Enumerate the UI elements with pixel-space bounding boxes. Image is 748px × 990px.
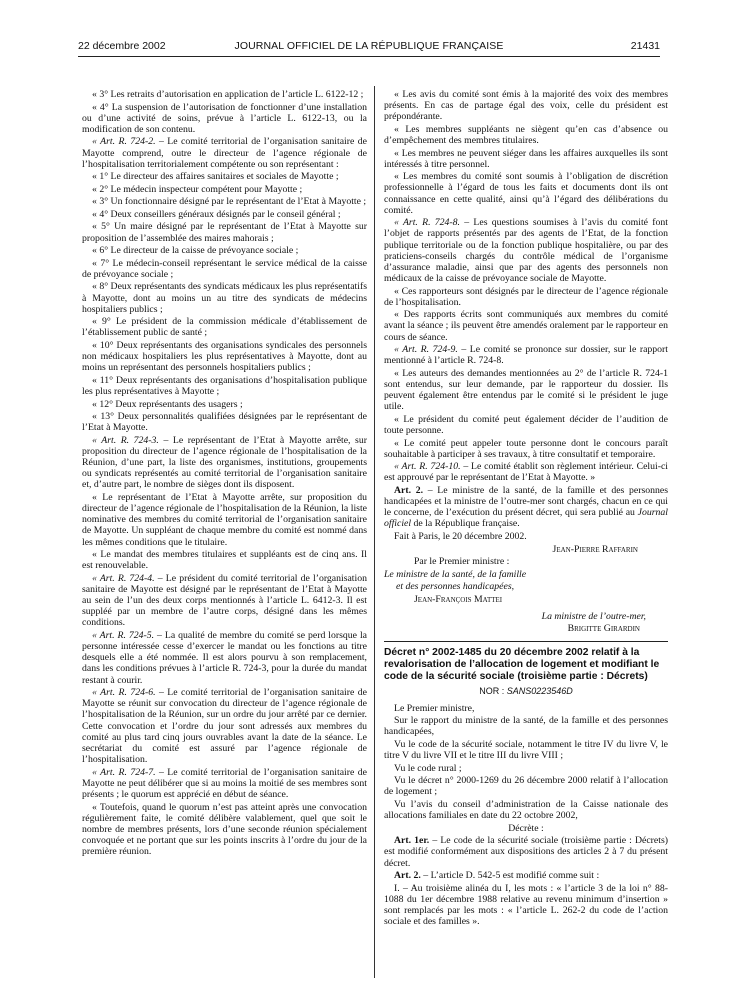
article-paragraph <box>82 687 367 765</box>
article-ref: « Art. R. 724-9. <box>394 344 458 356</box>
article-paragraph <box>384 217 668 284</box>
article-ref: « Art. R. 724-2. <box>92 136 156 148</box>
paragraph: Vu l’avis du conseil d’administration de la Caisse nationale des allocations familiales en date du 22 octobre 2002, <box>384 798 668 822</box>
list-item: « 3° Un fonctionnaire désigné par le représentant de l’Etat à Mayotte ; <box>92 196 367 208</box>
article-ref: « Art. R. 724-6. <box>92 687 156 699</box>
signatory-pm <box>384 544 668 555</box>
paragraph: « Le président du comité peut également décider de l’audition de toute personne. <box>384 413 668 437</box>
paragraph: « Les membres suppléants ne siègent qu’en cas d’absence ou d’empêchement des membres titulaires. <box>384 123 668 147</box>
signatory-name: Jean-Pierre Raffarin <box>552 543 638 555</box>
article-2 <box>384 485 668 530</box>
signatory-minister <box>384 594 668 605</box>
nor-reference <box>384 686 668 697</box>
article-text: – Le comité se prononce sur dossier, sur le rapport mentionné à l’article R. 724-8. <box>384 344 668 367</box>
par-line: Par le Premier ministre : <box>414 556 510 568</box>
left-column <box>82 89 367 859</box>
journal-officiel-ref: Journal officiel <box>384 507 668 530</box>
article-text: – Le comité établit son règlement intérieur. Celui-ci est approuvé par le représentant de l’Etat à Mayotte. » <box>384 461 668 484</box>
article-paragraph <box>82 630 367 686</box>
paragraph: Sur le rapport du ministre de la santé, de la famille et des personnes handicapées, <box>384 715 668 738</box>
list-item: « 2° Le médecin inspecteur compétent pour Mayotte ; <box>92 183 303 195</box>
page-number: 21431 <box>630 40 660 52</box>
article-ref: « Art. R. 724-10. <box>394 461 461 473</box>
article-ref: « Art. R. 724-3. <box>92 434 159 446</box>
article-text: – Le code de la sécurité sociale (troisième partie : Décrets) est modifié conformément aux dispositions des articles 2 à 7 du présent décret. <box>384 835 668 869</box>
article-paragraph <box>384 461 668 483</box>
journal-title: JOURNAL OFFICIEL DE LA RÉPUBLIQUE FRANÇAISE <box>234 40 504 52</box>
paragraph: « Le mandat des membres titulaires et suppléants est de cinq ans. Il est renouvelable. <box>82 549 367 572</box>
article-paragraph <box>384 344 668 366</box>
paragraph: « Le représentant de l’Etat à Mayotte arrête, sur proposition du directeur de l’agence régionale de l’hospitalisation de la Réunion, la liste nominative des membres du comité territorial de l’organisation sanitaire de Mayotte. Un suppléant de chaque membre du comité est nommé dans les mêmes conditions que le titulaire. <box>82 491 367 548</box>
signatory-name: Brigitte Girardin <box>567 623 640 635</box>
article-text: – La qualité de membre du comité se perd lorsque la personne intéressée cesse d’exercer le mandat ou les fonctions au titre desquels elle a été nommée. Il est alors pourvu à son remplacement, dans les conditions prévues à l’article R. 724-3, pour la durée du mandat restant à courir. <box>82 630 367 686</box>
page-header <box>78 38 660 54</box>
list-item: « 10° Deux représentants des organisations syndicales des personnels non médicaux hospitaliers les plus représentatives à Mayotte, dont au moins un représentant des personnels hospitaliers publics ; <box>82 339 367 374</box>
list-item: « 9° Le président de la commission médicale d’établissement de l’établissement public de santé ; <box>82 316 367 339</box>
paragraph: « Le comité peut appeler toute personne dont le concours paraît souhaitable à participer à ses travaux, à titre consultatif et temporaire. <box>384 437 668 460</box>
article-text: – L’article D. 542-5 est modifié comme suit : <box>420 870 600 882</box>
list-item: « 13° Deux personnalités qualifiées désignées par le représentant de l’Etat à Mayotte. <box>82 411 367 434</box>
article-text-end: de la République française. <box>411 518 520 530</box>
header-rule <box>78 56 660 57</box>
paragraph: Vu le décret n° 2000-1269 du 26 décembre 2000 relatif à l’allocation de logement ; <box>384 775 668 798</box>
article-text: – Le représentant de l’Etat à Mayotte arrête, sur proposition du directeur de l’agence régionale de l’hospitalisation de la Réunion, d’une part, la liste des organismes, institutions, groupements ou syndicats représentés au comité territorial de l’organisation sanitaire et, d’autre part, le nombre de sièges dont ils disposent. <box>82 434 367 491</box>
article-ref: « Art. R. 724-4. <box>92 572 155 584</box>
decree-title: Décret n° 2002-1485 du 20 décembre 2002 relatif à la revalorisation de l’allocation de logement et modifiant le code de la sécurité sociale (troisième partie : Décrets) <box>384 646 660 682</box>
decrete-line: Décrète : <box>508 822 544 834</box>
paragraph: « Toutefois, quand le quorum n’est pas atteint après une convocation régulièrement faite, le comité délibère valablement, quel que soit le nombre de membres présents, lors d’une seconde réunion spécialement convoquée et ne portant que sur les points inscrits à l’ordre du jour de la première réunion. <box>82 801 367 858</box>
paragraph: « Les avis du comité sont émis à la majorité des voix des membres présents. En cas de partage égal des voix, celle du président est prépondérante. <box>384 89 668 123</box>
nor-value: SANS0223546D <box>506 685 573 696</box>
article-paragraph <box>82 573 367 629</box>
list-item: « 8° Deux représentants des syndicats médicaux les plus représentatifs à Mayotte, dont au moins un au titre des syndicats de médecins hospitaliers publics ; <box>82 281 367 315</box>
article-text: – Le comité territorial de l’organisation sanitaire de Mayotte comprend, outre le directeur de l’agence régionale de l’hospitalisation territorialement compétente ou son représentant : <box>82 136 367 170</box>
paragraph: Le Premier ministre, <box>394 702 475 714</box>
minister-title-cont: et des personnes handicapées, <box>396 581 515 593</box>
article-paragraph <box>82 136 367 169</box>
article-paragraph <box>82 767 367 800</box>
nor-label: NOR : <box>479 685 507 696</box>
decree-separator <box>384 641 668 642</box>
paragraph: « 4° La suspension de l’autorisation de fonctionner d’une installation ou d’une activité de soins, prévue à l’article L. 6122-13, ou la modification de son contenu. <box>82 101 367 135</box>
article-text: – Le président du comité territorial de l’organisation sanitaire de Mayotte est désigné par le représentant de l’Etat à Mayotte au sein de l’un des deux corps mentionnés à l’article L. 6412-3. Il est suppléé par un membre de l’autre corps, désigné dans les mêmes conditions. <box>82 572 367 629</box>
paragraph: « Des rapports écrits sont communiqués aux membres du comité avant la séance ; ils peuvent être amendés oralement par le rapporteur en cours de séance. <box>384 309 668 343</box>
signatory-outremer <box>384 623 668 634</box>
signatory-name: Jean-François Mattei <box>414 593 503 605</box>
minister-title: Le ministre de la santé, de la famille <box>384 568 527 580</box>
list-item: « 7° Le médecin-conseil représentant le service médical de la caisse de prévoyance sociale ; <box>82 257 367 280</box>
article-label: Art. 1er. <box>394 835 430 847</box>
fait-line: Fait à Paris, le 20 décembre 2002. <box>394 531 527 543</box>
article-text: – Les questions soumises à l’avis du comité font l’objet de rapports présentés par des agents de l’Etat, de la fonction publique territoriale ou de la fonction publique hospitalière, ou par des praticiens-conseils chargés du contrôle médical de l’organisme d’assurance maladie, ainsi que par des agents des personnels non médicaux de la caisse de prévoyance sociale de Mayotte. <box>384 217 668 285</box>
paragraph: « Ces rapporteurs sont désignés par le directeur de l’agence régionale de l’hospitalisation. <box>384 285 668 308</box>
paragraph: « Les auteurs des demandes mentionnées au 2° de l’article R. 724-1 sont entendus, sur leur demande, par le rapporteur du dossier. Ils peuvent également être entendus par le comité si le président le juge utile. <box>384 367 668 413</box>
article-text: – Le comité territorial de l’organisation sanitaire de Mayotte ne peut délibérer que si au moins la moitié de ses membres sont présents ; le quorum est apprécié en début de séance. <box>82 766 367 800</box>
column-divider <box>374 86 375 978</box>
paragraph: « Les membres du comité sont soumis à l’obligation de discrétion professionnelle à l’égard de tous les faits et documents dont ils ont connaissance en cette qualité, ainsi qu’à l’égard des délibérations du comité. <box>384 171 668 216</box>
header-date: 22 décembre 2002 <box>78 40 166 52</box>
list-item: « 11° Deux représentants des organisations d’hospitalisation publique les plus représentatives à Mayotte ; <box>82 374 367 397</box>
list-item: « 6° Le directeur de la caisse de prévoyance sociale ; <box>92 245 299 257</box>
list-item: « 5° Un maire désigné par le représentant de l’Etat à Mayotte sur proposition de l’assemblée des maires mahorais ; <box>82 221 367 244</box>
paragraph: Vu le code de la sécurité sociale, notamment le titre IV du livre V, le titre V du livre VII et le titre III du livre VIII ; <box>384 739 668 762</box>
article-ref: « Art. R. 724-7. <box>92 766 156 778</box>
article-1 <box>384 835 668 868</box>
article-paragraph <box>82 435 367 491</box>
article-text: – Le ministre de la santé, de la famille et des personnes handicapées et la ministre de l’outre-mer sont chargés, chacun en ce qui le concerne, de l’exécution du présent décret, qui sera publié au <box>384 485 668 519</box>
article-label: Art. 2. <box>394 870 421 882</box>
paragraph: « 3° Les retraits d’autorisation en application de l’article L. 6122-12 ; <box>92 89 364 100</box>
article-ref: « Art. R. 724-5. <box>92 630 155 641</box>
right-column <box>384 89 668 929</box>
list-item: « 4° Deux conseillers généraux désignés par le conseil général ; <box>92 208 341 220</box>
paragraph: I. – Au troisième alinéa du I, les mots : « l’article 3 de la loi n° 88-1088 du 1er décembre 1988 relative au revenu minimum d’insertion » sont remplacés par les mots : « l’article L. 262-2 du code de l’action sociale et des familles ». <box>384 882 668 928</box>
article-2-decree <box>384 870 668 881</box>
minister-outremer-title: La ministre de l’outre-mer, <box>541 610 646 622</box>
paragraph: Vu le code rural ; <box>394 762 462 774</box>
list-item: « 1° Le directeur des affaires sanitaires et sociales de Mayotte ; <box>92 171 339 183</box>
list-item: « 12° Deux représentants des usagers ; <box>92 398 243 410</box>
article-ref: « Art. R. 724-8. <box>394 217 460 229</box>
article-text: – Le comité territorial de l’organisation sanitaire de Mayotte se réunit sur convocation du directeur de l’agence régionale de l’hospitalisation de la Réunion, sur un ordre du jour arrêté par ce dernier. Cette convocation et l’ordre du jour sont adressés aux membres du comité au plus tard cinq jours ouvrables avant la date de la séance. Le secrétariat du comité est assuré par l’agence régionale de l’hospitalisation. <box>82 687 367 766</box>
paragraph: « Les membres ne peuvent siéger dans les affaires auxquelles ils sont intéressés à titre personnel. <box>384 147 668 170</box>
article-label: Art. 2. <box>394 485 424 496</box>
